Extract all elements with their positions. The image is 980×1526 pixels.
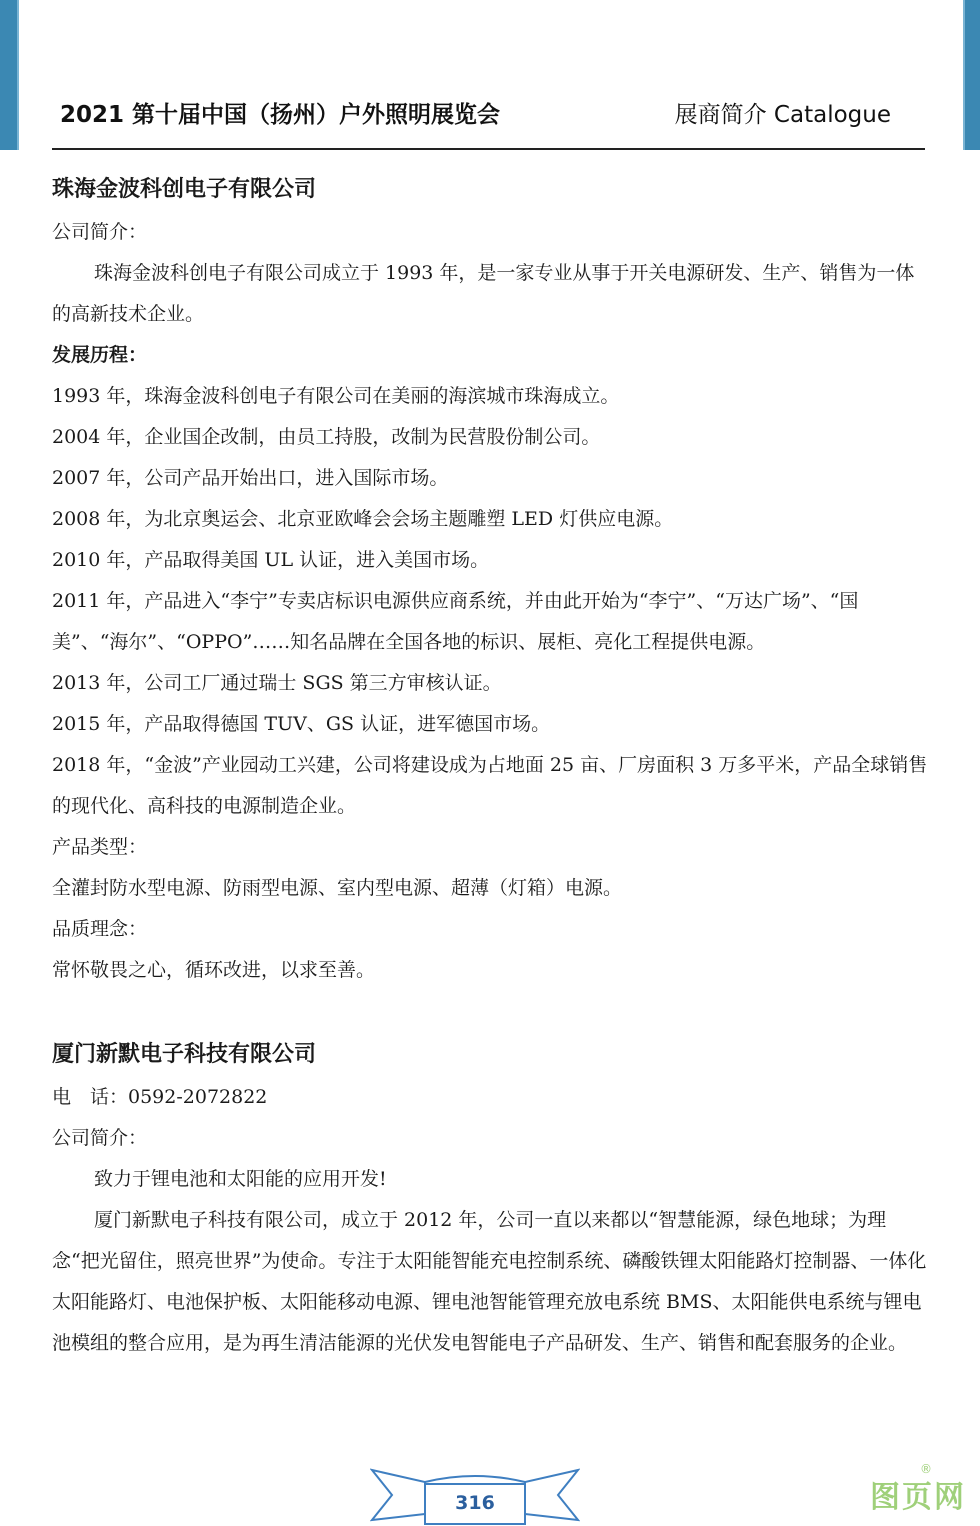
header-section-title: 展商简介 Catalogue — [674, 102, 891, 128]
quality-label: 品质理念： — [52, 918, 148, 940]
history-item: 2011 年，产品进入“李宁”专卖店标识电源供应商系统，并由此开始为“李宁”、“万达广场”、“国美”、“海尔”、“OPPO”……知名品牌在全国各地的标识、展柜、亮化工程提供电源。 — [52, 590, 859, 653]
watermark-logo: 图页网 — [870, 1480, 966, 1515]
intro-text: 厦门新默电子科技有限公司，成立于 2012 年，公司一直以来都以“智慧能源，绿色地球；为理念“把光留住，照亮世界”为使命。专注于太阳能智能充电控制系统、磷酸铁锂太阳能路灯控制器、一体化太阳能路灯、电池保护板、太阳能移动电源、锂电池智能管理充放电系统 BMS、太阳能供电系统与锂电池模组的整合应用，是为再生清洁能源的光伏发电智能电子产品研发、生产、销售和配套服务的企业。 — [52, 1209, 927, 1354]
left-edge-bar — [0, 0, 19, 150]
history-item: 2010 年，产品取得美国 UL 认证，进入美国市场。 — [52, 549, 490, 571]
history-item: 2004 年，企业国企改制，由员工持股，改制为民营股份制公司。 — [52, 426, 601, 448]
history-item: 2015 年，产品取得德国 TUV、GS 认证，进军德国市场。 — [52, 713, 551, 735]
products-label: 产品类型： — [52, 836, 148, 858]
quality-text: 常怀敬畏之心，循环改进，以求至善。 — [52, 959, 376, 981]
page-content — [52, 168, 928, 1364]
company-title: 厦门新默电子科技有限公司 — [52, 1042, 317, 1067]
right-edge-bar — [963, 0, 980, 150]
history-item: 1993 年，珠海金波科创电子有限公司在美丽的海滨城市珠海成立。 — [52, 385, 620, 407]
intro-label: 公司简介： — [52, 221, 148, 243]
phone-line: 电 话：0592-2072822 — [52, 1086, 268, 1108]
intro-label: 公司简介： — [52, 1127, 148, 1149]
section-gap — [52, 991, 928, 1033]
watermark-registered-mark: ® — [920, 1462, 932, 1476]
page-header — [55, 96, 925, 136]
company-section-xinmo — [52, 1033, 928, 1364]
history-item: 2008 年，为北京奥运会、北京亚欧峰会会场主题雕塑 LED 灯供应电源。 — [52, 508, 674, 530]
history-item: 2013 年，公司工厂通过瑞士 SGS 第三方审核认证。 — [52, 672, 502, 694]
history-item: 2007 年，公司产品开始出口，进入国际市场。 — [52, 467, 449, 489]
page-number: 316 — [455, 1492, 495, 1514]
company-title: 珠海金波科创电子有限公司 — [52, 177, 317, 202]
history-label: 发展历程： — [52, 344, 148, 366]
products-text: 全灌封防水型电源、防雨型电源、室内型电源、超薄（灯箱）电源。 — [52, 877, 623, 899]
header-exhibition-title: 2021 第十届中国（扬州）户外照明展览会 — [60, 102, 501, 128]
history-item: 2018 年，“金波”产业园动工兴建，公司将建设成为占地面 25 亩、厂房面积 3 万多平米，产品全球销售的现代化、高科技的电源制造企业。 — [52, 754, 928, 817]
slogan-text: 致力于锂电池和太阳能的应用开发! — [94, 1168, 387, 1190]
company-section-jinbo — [52, 168, 928, 991]
intro-text: 珠海金波科创电子有限公司成立于 1993 年，是一家专业从事于开关电源研发、生产、销售为一体的高新技术企业。 — [52, 262, 915, 325]
header-divider — [52, 148, 925, 150]
